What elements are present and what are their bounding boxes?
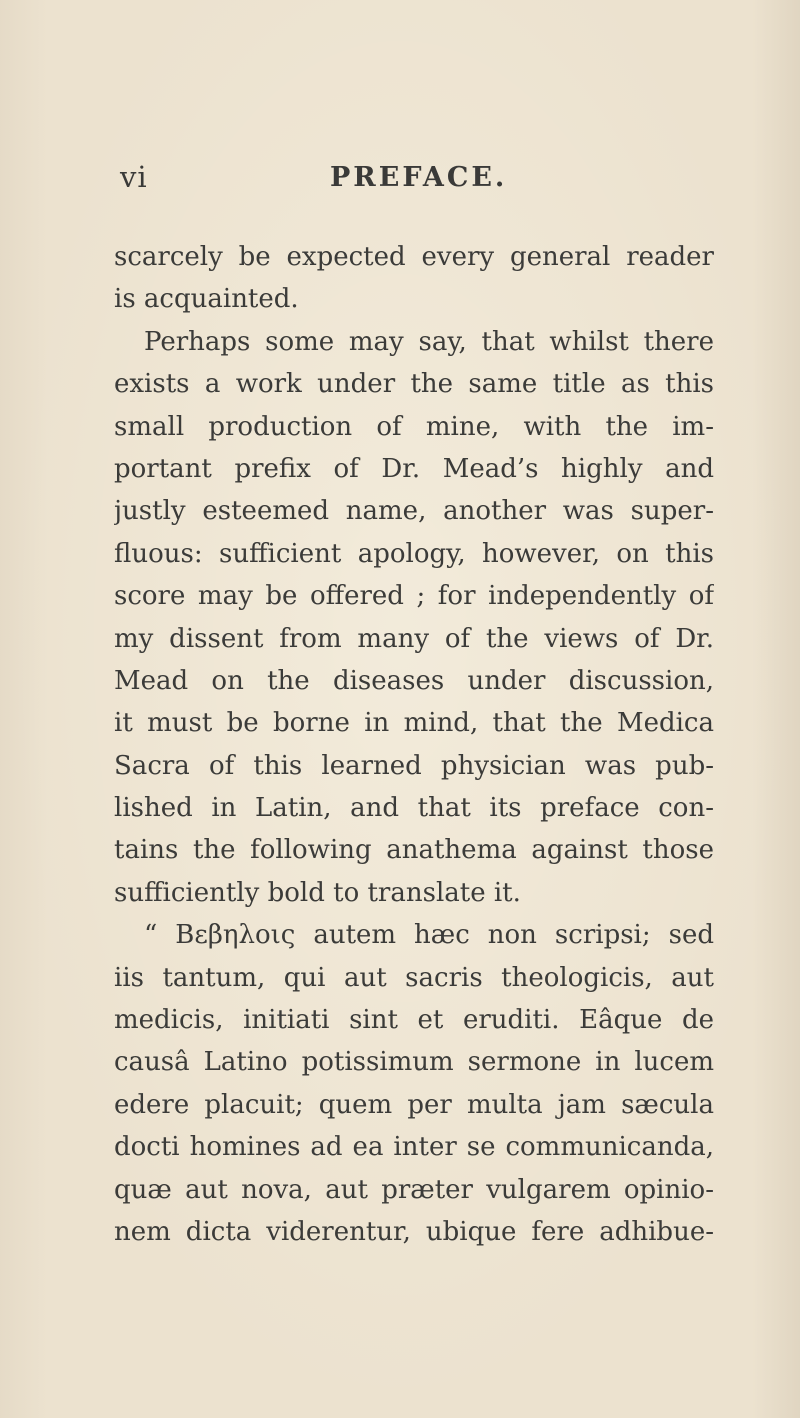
text-line: edere placuit; quem per multa jam sæcula <box>114 1089 714 1120</box>
text-line: nem dicta viderentur, ubique fere adhibue- <box>114 1216 714 1247</box>
text-line: justly esteemed name, another was super- <box>114 496 714 527</box>
text-line: it must be borne in mind, that the Medica <box>114 708 714 739</box>
text-line: my dissent from many of the views of Dr. <box>114 623 714 654</box>
body-text <box>114 236 714 1253</box>
running-title: PREFACE. <box>330 162 508 193</box>
text-line: small production of mine, with the im- <box>114 411 714 442</box>
text-line: quæ aut nova, aut præter vulgarem opinio- <box>114 1174 714 1205</box>
text-line: Perhaps some may say, that whilst there <box>144 326 714 357</box>
text-line: score may be offered ; for independently of <box>114 581 714 612</box>
text-line: is acquainted. <box>114 284 299 315</box>
text-line: tains the following anathema against those <box>114 835 714 866</box>
page-number: vi <box>120 160 148 194</box>
text-line: iis tantum, qui aut sacris theologicis, aut <box>114 962 714 993</box>
text-line: portant prefix of Dr. Mead’s highly and <box>114 453 714 484</box>
text-line: medicis, initiati sint et eruditi. Eâque de <box>114 1005 714 1036</box>
text-line: scarcely be expected every general reader <box>114 242 714 272</box>
text-line: lished in Latin, and that its preface con- <box>114 793 714 824</box>
running-head <box>120 160 710 200</box>
text-line: Mead on the diseases under discussion, <box>114 665 714 696</box>
text-line: docti homines ad ea inter se communicanda, <box>114 1132 714 1163</box>
text-line: sufficiently bold to translate it. <box>114 877 521 908</box>
text-line: “ Βεβηλοις autem hæc non scripsi; sed <box>144 920 714 951</box>
text-line: exists a work under the same title as this <box>114 369 714 400</box>
text-line: Sacra of this learned physician was pub- <box>114 750 714 781</box>
text-line: causâ Latino potissimum sermone in lucem <box>114 1047 714 1078</box>
text-line: fluous: sufficient apology, however, on this <box>114 538 714 569</box>
